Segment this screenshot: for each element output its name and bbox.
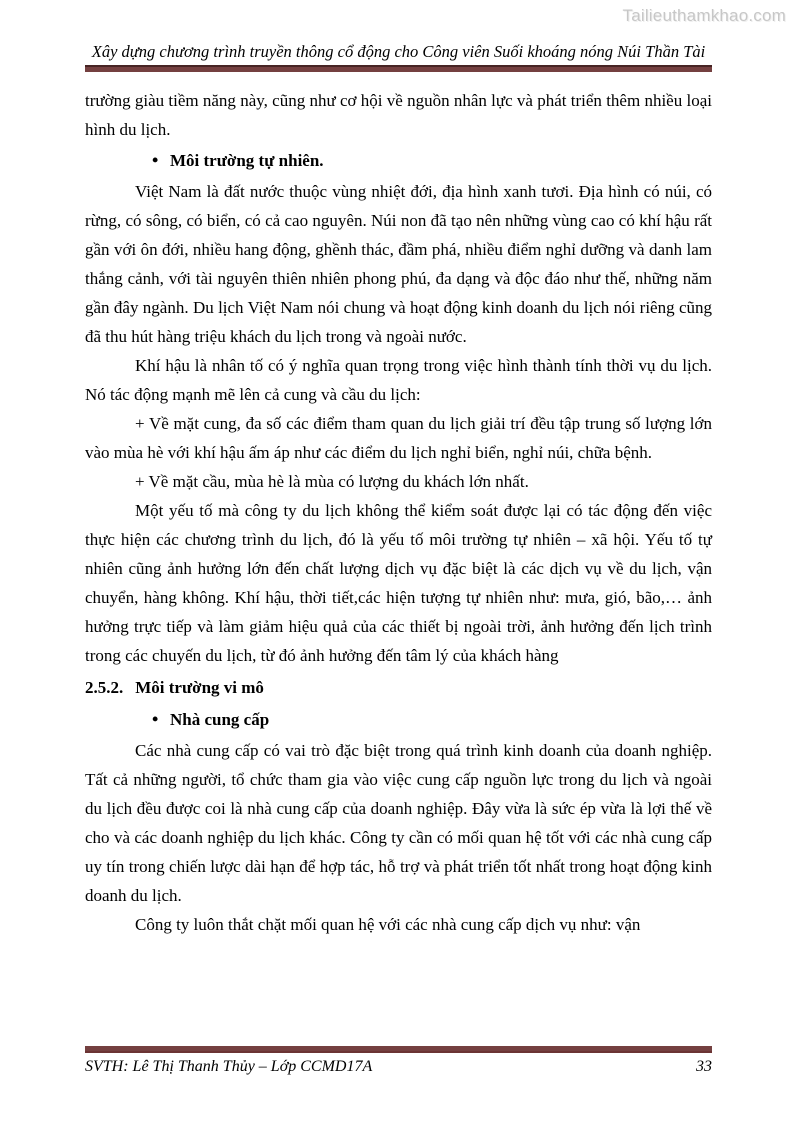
watermark: Tailieuthamkhao.com <box>622 6 786 25</box>
paragraph-supply-side: + Về mặt cung, đa số các điểm tham quan du lịch giải trí đều tập trung số lượng lớn vào mùa hè với khí hậu ấm áp như các điểm du lịch nghỉ biển, nghỉ núi, chữa bệnh. <box>85 414 712 462</box>
bullet-label: Môi trường tự nhiên. <box>170 151 324 170</box>
bullet-item-supplier <box>85 705 712 734</box>
paragraph-vietnam-geography: Việt Nam là đất nước thuộc vùng nhiệt đới, địa hình xanh tươi. Địa hình có núi, có rừng, có sông, có biển, có cả cao nguyên. Núi non đã tạo nên những vùng cao có khí hậu rất gần với ôn đới, nhiều hang động, ghềnh thác, đầm phá, nhiều điểm nghỉ dưỡng và danh lam thắng cảnh, với tài nguyên thiên nhiên phong phú, đa dạng và độc đáo như thế, những năm gần đây ngành. Du lịch Việt Nam nói chung và hoạt động kinh doanh du lịch nói riêng cũng đã thu hút hàng triệu khách du lịch trong và ngoài nước. <box>85 182 712 346</box>
paragraph-intro: trường giàu tiềm năng này, cũng như cơ hội về nguồn nhân lực và phát triển thêm nhiều loại hình du lịch. <box>85 91 712 139</box>
paragraph-climate: Khí hậu là nhân tố có ý nghĩa quan trọng trong việc hình thành tính thời vụ du lịch. Nó tác động mạnh mẽ lên cả cung và cầu du lịch: <box>85 356 712 404</box>
paragraph-uncontrollable-factor: Một yếu tố mà công ty du lịch không thể kiểm soát được lại có tác động đến việc thực hiện các chương trình du lịch, đó là yếu tố môi trường tự nhiên – xã hội. Yếu tố tự nhiên cũng ảnh hưởng lớn đến chất lượng dịch vụ đặc biệt là các dịch vụ về du lịch, vận chuyển, hàng không. Khí hậu, thời tiết,các hiện tượng tự nhiên như: mưa, gió, bão,… ảnh hưởng trực tiếp và làm giảm hiệu quả của các thiết bị ngoài trời, ảnh hưởng đến lịch trình trong các chuyến du lịch, từ đó ảnh hưởng đến tâm lý của khách hàng <box>85 501 712 665</box>
header-title: Xây dựng chương trình truyền thông cổ động cho Công viên Suối khoáng nóng Núi Thần Tài <box>91 42 706 61</box>
section-heading-2-5-2 <box>85 673 712 702</box>
header-rule <box>85 65 712 72</box>
footer-text <box>85 1058 712 1076</box>
page-frame <box>85 0 712 939</box>
paragraph-company-relations: Công ty luôn thắt chặt mối quan hệ với các nhà cung cấp dịch vụ như: vận <box>135 915 641 934</box>
paragraph-suppliers-role: Các nhà cung cấp có vai trò đặc biệt trong quá trình kinh doanh của doanh nghiệp. Tất cả những người, tổ chức tham gia vào việc cung cấp nguồn lực trong du lịch và ngoài du lịch đều được coi là nhà cung cấp của doanh nghiệp. Đây vừa là sức ép vừa là lợi thế về cho và các doanh nghiệp du lịch khác. Công ty cần có mối quan hệ tốt với các nhà cung cấp uy tín trong chiến lược dài hạn để hợp tác, hỗ trợ và phát triển tốt nhất trong hoạt động kinh doanh du lịch. <box>85 741 712 905</box>
page-body <box>85 86 712 939</box>
page-footer <box>85 1046 712 1076</box>
heading-number: 2.5.2. <box>85 678 124 697</box>
bullet-label: Nhà cung cấp <box>170 710 270 729</box>
footer-author: SVTH: Lê Thị Thanh Thủy – Lớp CCMD17A <box>85 1058 373 1075</box>
heading-title: Môi trường vi mô <box>135 678 264 697</box>
footer-rule <box>85 1046 712 1053</box>
bullet-item-natural-environment <box>85 146 712 175</box>
bullet-icon: • <box>152 150 159 170</box>
footer-page-number: 33 <box>696 1058 712 1075</box>
bullet-icon: • <box>152 709 159 729</box>
paragraph-demand-side: + Về mặt cầu, mùa hè là mùa có lượng du khách lớn nhất. <box>135 472 529 491</box>
page-header <box>85 42 712 72</box>
